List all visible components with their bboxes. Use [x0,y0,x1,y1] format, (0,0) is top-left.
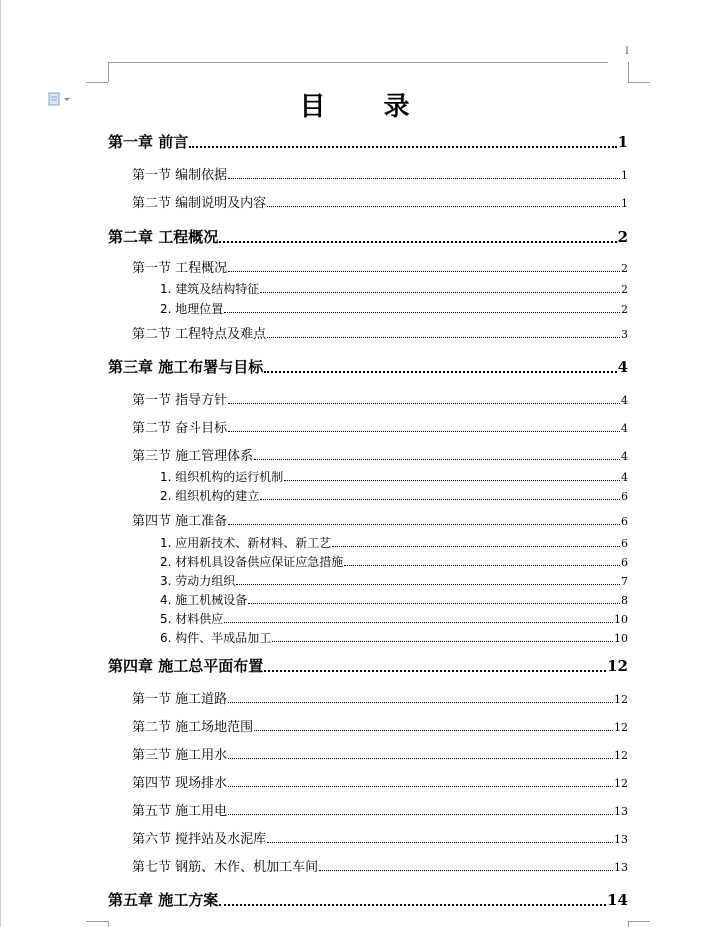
toc-entry-page: 1 [621,197,628,210]
toc-entry-chapter[interactable] [108,356,628,377]
toc-entry-label: 第二节 奋斗目标 [132,421,228,436]
toc-entry-label: 2. 材料机具设备供应保证应急措施 [160,555,344,569]
toc-entry-label: 第一节 指导方针 [132,393,228,408]
toc-entry-label: 2. 组织机构的建立 [160,489,260,503]
toc-entry-item[interactable] [160,468,628,485]
dot-leader [254,729,613,731]
toc-entry-section[interactable] [132,800,628,819]
toc-entry-label: 第四节 现场排水 [132,776,228,791]
toc-entry-label: 第五节 施工用电 [132,804,228,819]
dot-leader [224,621,613,623]
toc-entry-label: 1. 组织机构的运行机制 [160,470,284,484]
toc-entry-section[interactable] [132,323,628,342]
toc-entry-page: 2 [617,228,628,246]
toc-entry-page: 2 [621,303,628,316]
toc-entry-chapter[interactable] [108,131,628,152]
toc-entry-page: 14 [607,891,628,909]
toc-entry-label: 2. 地理位置 [160,302,224,316]
toc-entry-page: 13 [614,861,628,874]
dot-leader [219,240,616,243]
toc-entry-section[interactable] [132,257,628,276]
toc-entry-label: 第五章 施工方案 [108,891,219,909]
dot-leader [228,813,613,815]
dot-leader [264,669,606,672]
toc-entry-section[interactable] [132,688,628,707]
toc-entry-label: 3. 劳动力组织 [160,574,236,588]
toc-entry-page: 6 [621,556,628,569]
toc-entry-page: 1 [621,169,628,182]
toc-entry-page: 12 [614,749,628,762]
toc-entry-page: 8 [621,594,628,607]
dot-leader [267,336,620,338]
toc-entry-page: 12 [607,657,628,675]
dot-leader [332,545,620,547]
toc-entry-label: 1. 应用新技术、新材料、新工艺 [160,536,332,550]
toc-entry-section[interactable] [132,856,628,875]
toc-entry-section[interactable] [132,192,628,211]
dot-leader [228,757,613,759]
toc-entry-section[interactable] [132,417,628,436]
toc-entry-label: 第二节 编制说明及内容 [132,196,267,211]
toc-entry-page: 10 [614,613,628,626]
toc-entry-page: 6 [621,490,628,503]
toc-entry-label: 第二节 施工场地范围 [132,720,254,735]
dot-leader [228,270,620,272]
dot-leader [228,177,620,179]
toc-entry-page: 13 [614,805,628,818]
dot-leader [228,785,613,787]
dot-leader [224,311,620,313]
toc-entry-page: 10 [614,632,628,645]
toc-entry-page: 12 [614,721,628,734]
toc-entry-label: 第四章 施工总平面布置 [108,657,264,675]
dot-leader [272,640,613,642]
toc-entry-page: 4 [621,471,628,484]
dot-leader [344,564,620,566]
toc-entry-chapter[interactable] [108,226,628,247]
toc-entry-label: 第一节 工程概况 [132,261,228,276]
dot-leader [284,479,620,481]
toc-entry-section[interactable] [132,445,628,464]
dot-leader [236,583,620,585]
toc-entry-label: 第七节 钢筋、木作、机加工车间 [132,860,319,875]
toc-entry-chapter[interactable] [108,889,628,910]
toc-entry-item[interactable] [160,534,628,551]
dot-leader [248,602,620,604]
dot-leader [228,402,620,404]
toc-entry-section[interactable] [132,828,628,847]
toc-entry-page: 4 [621,422,628,435]
dot-leader [219,903,606,906]
toc-entry-page: 6 [621,515,628,528]
dot-leader [260,498,620,500]
toc-entry-label: 第一章 前言 [108,133,189,151]
toc-entry-label: 4. 施工机械设备 [160,593,248,607]
toc-entry-page: 4 [617,358,628,376]
toc-entry-page: 3 [621,328,628,341]
toc-entry-label: 第一节 施工道路 [132,692,228,707]
toc-title: 目录 [299,92,468,122]
dot-leader [228,523,620,525]
toc-entry-item[interactable] [160,280,628,297]
toc-entry-label: 第三节 施工用水 [132,748,228,763]
dot-leader [319,869,613,871]
toc-entry-label: 6. 构件、半成品加工 [160,631,272,645]
dot-leader [228,430,620,432]
toc-entry-label: 第四节 施工准备 [132,514,228,529]
toc-entry-label: 第二节 工程特点及难点 [132,327,267,342]
toc-entry-page: 7 [621,575,628,588]
toc-entry-item[interactable] [160,591,628,608]
dot-leader [189,145,616,148]
toc-entry-label: 第六节 搅拌站及水泥库 [132,832,267,847]
toc-entry-section[interactable] [132,716,628,735]
toc-entry-item[interactable] [160,553,628,570]
toc-entry-section[interactable] [132,772,628,791]
toc-entry-item[interactable] [160,629,628,646]
toc-entry-page: 12 [614,693,628,706]
page-number: I [625,46,629,57]
toc-entry-section[interactable] [132,164,628,183]
toc-entry-section[interactable] [132,744,628,763]
toc-entry-section[interactable] [132,389,628,408]
toc-entry-page: 1 [617,133,628,151]
dot-leader [267,205,620,207]
toc-entry-label: 第三节 施工管理体系 [132,449,254,464]
toc-entry-label: 第三章 施工布署与目标 [108,358,264,376]
dot-leader [264,370,616,373]
toc-entry-item[interactable] [160,300,628,317]
toc-entry-label: 5. 材料供应 [160,612,224,626]
toc-entry-item[interactable] [160,572,628,589]
toc-entry-page: 6 [621,537,628,550]
toc-entry-section[interactable] [132,510,628,529]
toc-entry-page: 4 [621,394,628,407]
dot-leader [254,458,620,460]
toc-entry-chapter[interactable] [108,655,628,676]
toc-entry-page: 13 [614,833,628,846]
toc-entry-label: 1. 建筑及结构特征 [160,282,260,296]
toc-entry-page: 2 [621,283,628,296]
toc-entry-label: 第二章 工程概况 [108,228,219,246]
toc-entry-page: 2 [621,262,628,275]
dot-leader [260,291,620,293]
dot-leader [267,841,613,843]
toc-entry-label: 第一节 编制依据 [132,168,228,183]
toc-entry-item[interactable] [160,610,628,627]
toc-entry-page: 4 [621,450,628,463]
toc-entry-page: 12 [614,777,628,790]
toc-entry-item[interactable] [160,487,628,504]
dot-leader [228,701,613,703]
